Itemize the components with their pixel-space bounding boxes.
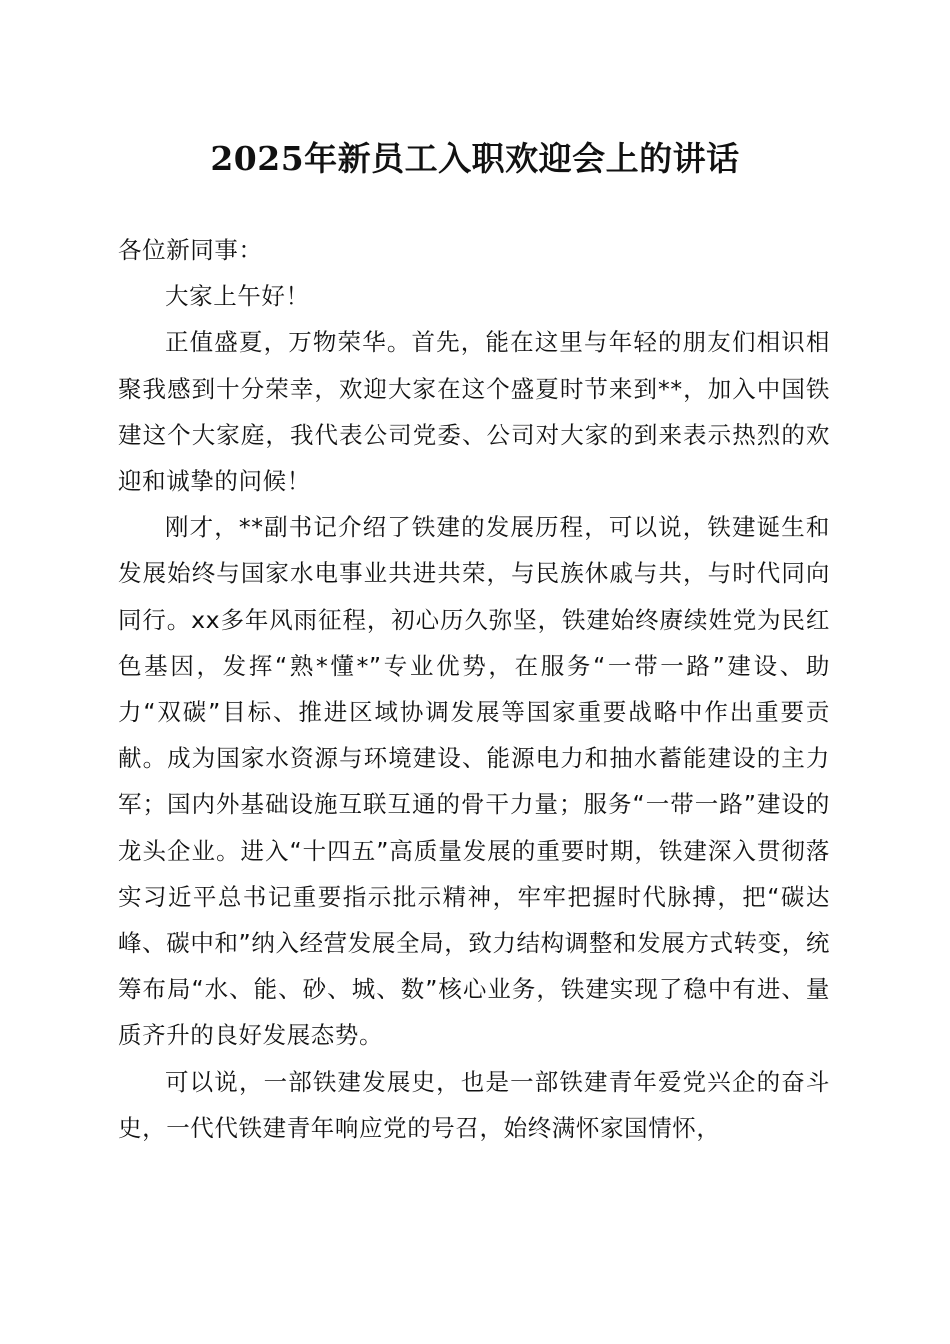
greeting: 大家上午好！ <box>165 282 310 311</box>
paragraph-youth: 可以说，一部铁建发展史，也是一部铁建青年爱党兴企的奋斗史，一代代铁建青年响应党的号召，始终满怀家国情怀， <box>118 1067 830 1142</box>
document-title: 2025年新员工入职欢迎会上的讲话 <box>210 139 740 178</box>
salutation: 各位新同事： <box>118 236 263 264</box>
paragraph-history: 刚才，**副书记介绍了铁建的发展历程，可以说，铁建诞生和发展始终与国家水电事业共进共荣，与民族休戚与共，与时代同向同行。xx多年风雨征程，初心历久弥坚，铁建始终赓续姓党为民红色基因，发挥“熟*懂*”专业优势，在服务“一带一路”建设、助力“双碳”目标、推进区域协调发展等国家重要战略中作出重要贡献。成为国家水资源与环境建设、能源电力和抽水蓄能建设的主力军；国内外基础设施互联互通的骨干力量；服务“一带一路”建设的龙头企业。进入“十四五”高质量发展的重要时期，铁建深入贯彻落实习近平总书记重要指示批示精神，牢牢把握时代脉搏，把“碳达峰、碳中和”纳入经营发展全局，致力结构调整和发展方式转变，统筹布局“水、能、砂、城、数”核心业务，铁建实现了稳中有进、量质齐升的良好发展态势。 <box>118 513 830 1050</box>
document-body <box>118 227 830 1151</box>
paragraph-welcome: 正值盛夏，万物荣华。首先，能在这里与年轻的朋友们相识相聚我感到十分荣幸，欢迎大家在这个盛夏时节来到**，加入中国铁建这个大家庭，我代表公司党委、公司对大家的到来表示热烈的欢迎和诚挚的问候！ <box>118 328 830 496</box>
